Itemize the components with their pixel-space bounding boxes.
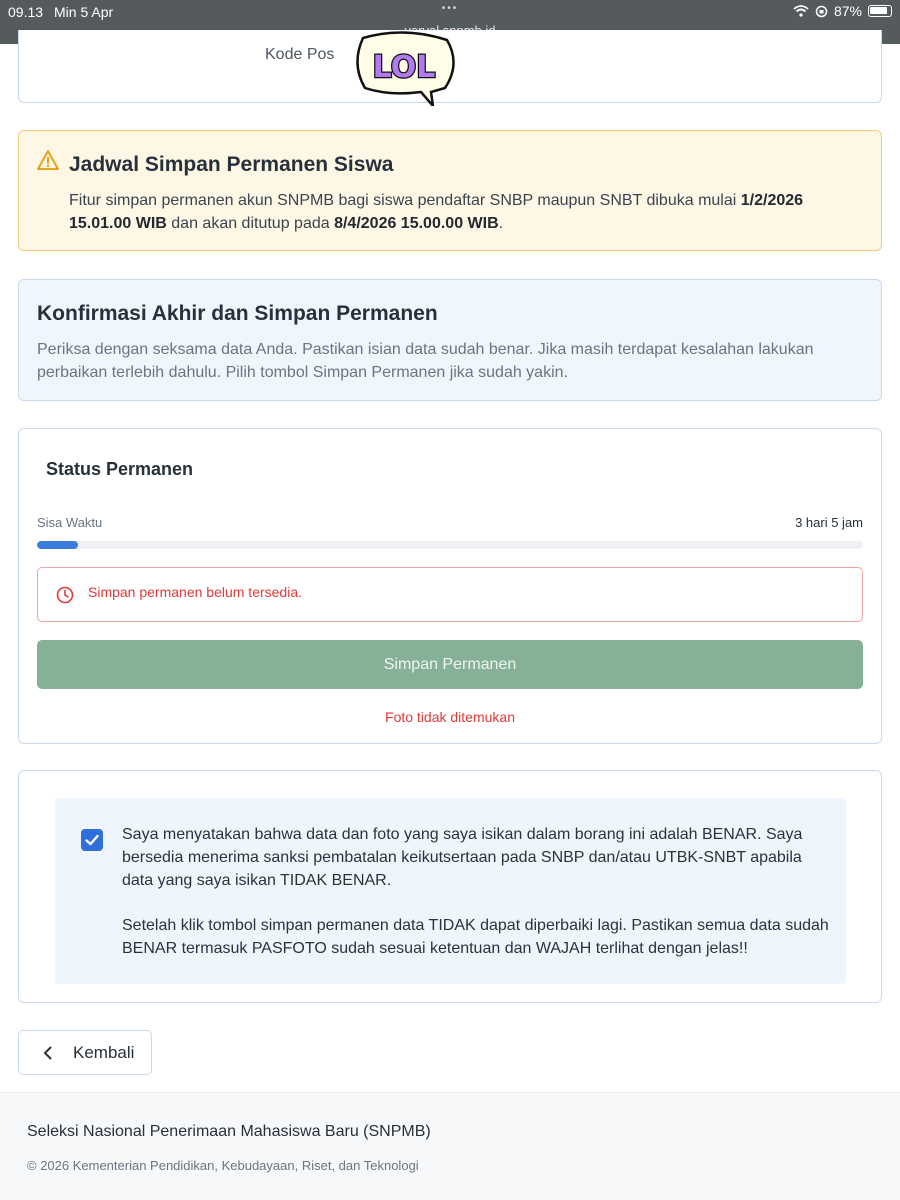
confirmation-text: Periksa dengan seksama data Anda. Pastikan isian data sudah benar. Jika masih terdapat kesalahan lakukan perbaikan terlebih dahulu. Pilih tombol Simpan Permanen jika sudah yakin. bbox=[37, 341, 814, 381]
confirmation-card bbox=[18, 279, 882, 401]
save-permanent-button[interactable]: Simpan Permanen bbox=[37, 640, 863, 689]
status-card bbox=[18, 428, 882, 744]
declaration-card bbox=[18, 770, 882, 1003]
back-button-label: Kembali bbox=[73, 1043, 135, 1062]
status-indicators bbox=[793, 3, 892, 19]
clock-icon bbox=[56, 586, 74, 604]
open-datetime: 1/2/2026 15.01.00 WIB bbox=[69, 192, 804, 232]
close-datetime: 8/4/2026 15.00.00 WIB bbox=[334, 215, 499, 232]
battery-percent: 87% bbox=[833, 3, 862, 19]
wifi-icon bbox=[793, 5, 809, 17]
schedule-notice-title: Jadwal Simpan Permanen Siswa bbox=[69, 153, 394, 176]
time-left-value: 3 hari 5 jam bbox=[795, 515, 863, 530]
photo-not-found-error: Foto tidak ditemukan bbox=[385, 709, 515, 725]
status-date: Min 5 Apr bbox=[54, 4, 114, 20]
declaration-checkbox[interactable] bbox=[81, 829, 103, 851]
schedule-notice-text: Fitur simpan permanen akun SNPMB bagi siswa pendaftar SNBP maupun SNBT dibuka mulai 1/2/2026 15.01.00 WIB dan akan ditutup pada 8/4/2026 15.00.00 WIB. bbox=[69, 192, 804, 232]
time-left-progress bbox=[37, 541, 863, 549]
footer-title: Seleksi Nasional Penerimaan Mahasiswa Baru (SNPMB) bbox=[27, 1123, 431, 1140]
checkmark-icon bbox=[84, 832, 100, 848]
time-left-progress-fill bbox=[37, 541, 78, 549]
unavailable-alert-text: Simpan permanen belum tersedia. bbox=[88, 584, 303, 600]
declaration-box bbox=[55, 798, 846, 984]
lol-sticker bbox=[349, 30, 459, 106]
back-button[interactable] bbox=[18, 1030, 152, 1075]
battery-icon bbox=[868, 5, 892, 17]
address-card bbox=[18, 30, 882, 103]
orientation-lock-icon bbox=[815, 5, 828, 18]
status-time: 09.13 bbox=[8, 4, 44, 20]
unavailable-alert bbox=[37, 567, 863, 622]
declaration-paragraph-2: Setelah klik tombol simpan permanen data TIDAK dapat diperbaiki lagi. Pastikan semua data sudah BENAR termasuk PASFOTO sudah sesuai ketentuan dan WAJAH terlihat dengan jelas!! bbox=[122, 917, 829, 957]
confirmation-title: Konfirmasi Akhir dan Simpan Permanen bbox=[37, 302, 438, 325]
lol-sticker-text: LOL bbox=[372, 50, 436, 85]
kode-pos-label: Kode Pos bbox=[265, 46, 335, 63]
schedule-notice bbox=[18, 130, 882, 251]
warning-triangle-icon bbox=[37, 149, 59, 171]
chevron-left-icon bbox=[41, 1045, 55, 1061]
declaration-paragraph-1: Saya menyatakan bahwa data dan foto yang saya isikan dalam borang ini adalah BENAR. Saya bersedia menerima sanksi pembatalan keikutsertaan pada SNBP dan/atau UTBK-SNBT apabila data yang saya isikan TIDAK BENAR. bbox=[122, 826, 803, 889]
footer bbox=[0, 1092, 900, 1200]
time-left-label: Sisa Waktu bbox=[37, 515, 103, 530]
footer-copyright: © 2026 Kementerian Pendidikan, Kebudayaan, Riset, dan Teknologi bbox=[27, 1158, 419, 1173]
declaration-text bbox=[122, 823, 832, 960]
status-title: Status Permanen bbox=[46, 459, 194, 479]
browser-menu-dots[interactable]: ••• bbox=[441, 3, 459, 14]
